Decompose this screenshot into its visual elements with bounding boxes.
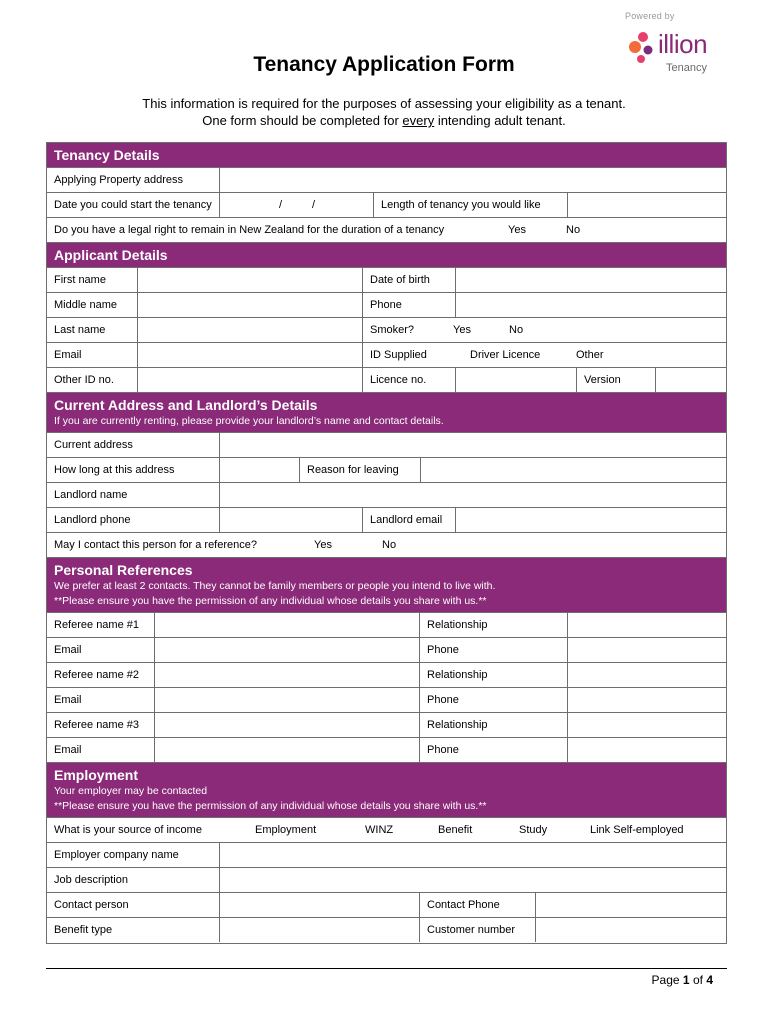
intro-line-2-post: intending adult tenant. bbox=[434, 113, 566, 128]
legal-right-yes-option[interactable]: Yes bbox=[508, 224, 526, 236]
contact-phone-field[interactable] bbox=[536, 893, 726, 917]
field-label: Phone bbox=[420, 738, 568, 762]
application-form bbox=[46, 142, 727, 944]
customer-number-field[interactable] bbox=[536, 918, 726, 942]
field-label: Customer number bbox=[420, 918, 536, 942]
form-row bbox=[47, 458, 726, 483]
referee-3-phone-field[interactable] bbox=[568, 738, 726, 762]
referee-2-name-field[interactable] bbox=[155, 663, 420, 687]
field-label: Landlord email bbox=[363, 508, 456, 532]
section-heading: Applicant Details bbox=[54, 247, 168, 263]
reference-row bbox=[47, 688, 726, 713]
licence-version-field[interactable] bbox=[656, 368, 726, 392]
first-name-field[interactable] bbox=[138, 268, 363, 292]
form-row bbox=[47, 168, 726, 193]
form-row bbox=[47, 433, 726, 458]
contact-ref-yes-option[interactable]: Yes bbox=[314, 539, 332, 551]
reason-leaving-field[interactable] bbox=[421, 458, 726, 482]
field-label: Contact person bbox=[47, 893, 220, 917]
referee-3-email-field[interactable] bbox=[155, 738, 420, 762]
form-row bbox=[47, 368, 726, 393]
field-label: Applying Property address bbox=[47, 168, 220, 192]
referee-2-email-field[interactable] bbox=[155, 688, 420, 712]
referee-2-relationship-field[interactable] bbox=[568, 663, 726, 687]
referee-2-phone-field[interactable] bbox=[568, 688, 726, 712]
field-label: Phone bbox=[363, 293, 456, 317]
form-row bbox=[47, 193, 726, 218]
current-address-field[interactable] bbox=[220, 433, 726, 457]
legal-right-question bbox=[47, 218, 726, 242]
field-label: Length of tenancy you would like bbox=[374, 193, 568, 217]
section-subtext: If you are currently renting, please provide your landlord’s name and contact details. bbox=[54, 415, 444, 427]
field-label: Referee name #1 bbox=[47, 613, 155, 637]
field-label: Date of birth bbox=[363, 268, 456, 292]
income-study-option[interactable]: Study bbox=[519, 824, 548, 836]
intro-line-2-pre: One form should be completed for bbox=[202, 113, 403, 128]
form-row bbox=[47, 293, 726, 318]
section-employment bbox=[47, 763, 726, 818]
brand-product: Tenancy bbox=[666, 62, 707, 74]
form-row bbox=[47, 343, 726, 368]
referee-3-name-field[interactable] bbox=[155, 713, 420, 737]
field-label: Phone bbox=[420, 688, 568, 712]
field-label: Email bbox=[47, 343, 138, 367]
page-title: Tenancy Application Form bbox=[253, 53, 515, 76]
dob-field[interactable] bbox=[456, 268, 726, 292]
field-label: Relationship bbox=[420, 663, 568, 687]
contact-ref-no-option[interactable]: No bbox=[382, 539, 397, 551]
field-label: Do you have a legal right to remain in New Zealand for the duration of a tenancy bbox=[54, 224, 445, 236]
brand-name: illion bbox=[658, 29, 708, 59]
page-label: Page bbox=[651, 973, 680, 987]
section-subtext: **Please ensure you have the permission of any individual whose details you share with us.** bbox=[54, 595, 487, 607]
landlord-name-field[interactable] bbox=[220, 483, 726, 507]
middle-name-field[interactable] bbox=[138, 293, 363, 317]
field-label: How long at this address bbox=[47, 458, 220, 482]
field-label: Employer company name bbox=[47, 843, 220, 867]
intro-text bbox=[0, 95, 768, 129]
intro-line-2 bbox=[0, 112, 768, 129]
other-id-option[interactable]: Other bbox=[576, 349, 604, 361]
section-heading: Employment bbox=[54, 767, 139, 783]
field-label: Referee name #3 bbox=[47, 713, 155, 737]
field-label: Contact Phone bbox=[420, 893, 536, 917]
form-row bbox=[47, 268, 726, 293]
email-field[interactable] bbox=[138, 343, 363, 367]
employer-company-field[interactable] bbox=[220, 843, 726, 867]
date-separator: / bbox=[312, 199, 316, 211]
field-label: Reason for leaving bbox=[300, 458, 421, 482]
section-heading: Tenancy Details bbox=[54, 147, 160, 163]
powered-by-text: Powered by bbox=[625, 11, 675, 21]
field-label: Email bbox=[47, 738, 155, 762]
referee-1-phone-field[interactable] bbox=[568, 638, 726, 662]
id-supplied-question bbox=[363, 343, 726, 367]
field-label: Email bbox=[47, 638, 155, 662]
time-at-address-field[interactable] bbox=[220, 458, 300, 482]
field-label: Email bbox=[47, 688, 155, 712]
section-tenancy-details bbox=[47, 143, 726, 168]
contact-person-field[interactable] bbox=[220, 893, 420, 917]
field-label: ID Supplied bbox=[370, 349, 427, 361]
intro-line-1: This information is required for the purposes of assessing your eligibility as a tenant. bbox=[142, 96, 626, 111]
section-address-landlord bbox=[47, 393, 726, 433]
field-label: Benefit type bbox=[47, 918, 220, 942]
income-source-question bbox=[47, 818, 726, 842]
form-row bbox=[47, 483, 726, 508]
field-label: Other ID no. bbox=[47, 368, 138, 392]
form-row bbox=[47, 533, 726, 558]
page-total: 4 bbox=[706, 973, 713, 987]
form-row bbox=[47, 318, 726, 343]
reference-row bbox=[47, 713, 726, 738]
field-label: Landlord name bbox=[47, 483, 220, 507]
field-label: First name bbox=[47, 268, 138, 292]
field-label: Licence no. bbox=[363, 368, 456, 392]
licence-number-field[interactable] bbox=[456, 368, 577, 392]
date-separator: / bbox=[279, 199, 283, 211]
section-personal-references bbox=[47, 558, 726, 613]
form-row bbox=[47, 918, 726, 943]
job-description-field[interactable] bbox=[220, 868, 726, 892]
section-subtext: Your employer may be contacted bbox=[54, 785, 208, 797]
landlord-phone-field[interactable] bbox=[220, 508, 363, 532]
last-name-field[interactable] bbox=[138, 318, 363, 342]
field-label: Landlord phone bbox=[47, 508, 220, 532]
field-label: Middle name bbox=[47, 293, 138, 317]
field-label: What is your source of income bbox=[54, 824, 202, 836]
field-label: Relationship bbox=[420, 613, 568, 637]
field-label: Date you could start the tenancy bbox=[47, 193, 220, 217]
smoker-yes-option[interactable]: Yes bbox=[453, 324, 471, 336]
referee-1-email-field[interactable] bbox=[155, 638, 420, 662]
section-subtext: **Please ensure you have the permission of any individual whose details you share with us.** bbox=[54, 800, 487, 812]
contact-reference-question bbox=[47, 533, 726, 557]
field-label: Version bbox=[577, 368, 656, 392]
reference-row bbox=[47, 738, 726, 763]
income-self-employed-option[interactable]: Link Self-employed bbox=[590, 824, 684, 836]
driver-licence-option[interactable]: Driver Licence bbox=[470, 349, 541, 361]
legal-right-no-option[interactable]: No bbox=[566, 224, 581, 236]
income-employment-option[interactable]: Employment bbox=[255, 824, 317, 836]
landlord-email-field[interactable] bbox=[456, 508, 726, 532]
page-current: 1 bbox=[682, 973, 690, 987]
section-heading: Personal References bbox=[54, 562, 193, 578]
page-number bbox=[652, 973, 713, 987]
smoker-no-option[interactable]: No bbox=[509, 324, 524, 336]
phone-field[interactable] bbox=[456, 293, 726, 317]
field-label: Last name bbox=[47, 318, 138, 342]
other-id-field[interactable] bbox=[138, 368, 363, 392]
field-label: Smoker? bbox=[370, 324, 415, 336]
referee-3-relationship-field[interactable] bbox=[568, 713, 726, 737]
section-heading: Current Address and Landlord’s Details bbox=[54, 397, 318, 413]
property-address-field[interactable] bbox=[220, 168, 726, 192]
tenancy-length-field[interactable] bbox=[568, 193, 726, 217]
reference-row bbox=[47, 663, 726, 688]
form-row bbox=[47, 893, 726, 918]
reference-row bbox=[47, 613, 726, 638]
field-label: Phone bbox=[420, 638, 568, 662]
income-benefit-option[interactable]: Benefit bbox=[438, 824, 473, 836]
referee-1-name-field[interactable] bbox=[155, 613, 420, 637]
start-date-field[interactable] bbox=[220, 193, 374, 217]
field-label: Referee name #2 bbox=[47, 663, 155, 687]
benefit-type-field[interactable] bbox=[220, 918, 420, 942]
reference-row bbox=[47, 638, 726, 663]
field-label: Relationship bbox=[420, 713, 568, 737]
form-row bbox=[47, 218, 726, 243]
form-row bbox=[47, 818, 726, 843]
section-subtext: We prefer at least 2 contacts. They cannot be family members or people you intend to live with. bbox=[54, 580, 496, 592]
field-label: May I contact this person for a reference? bbox=[54, 539, 257, 551]
section-applicant-details bbox=[47, 243, 726, 268]
form-row bbox=[47, 843, 726, 868]
form-row bbox=[47, 508, 726, 533]
field-label: Job description bbox=[47, 868, 220, 892]
field-label: Current address bbox=[47, 433, 220, 457]
referee-1-relationship-field[interactable] bbox=[568, 613, 726, 637]
form-row bbox=[47, 868, 726, 893]
footer-divider bbox=[46, 968, 727, 969]
intro-emphasis: every bbox=[402, 113, 435, 128]
smoker-question bbox=[363, 318, 726, 342]
income-winz-option[interactable]: WINZ bbox=[365, 824, 394, 836]
page-of: of bbox=[692, 973, 703, 987]
